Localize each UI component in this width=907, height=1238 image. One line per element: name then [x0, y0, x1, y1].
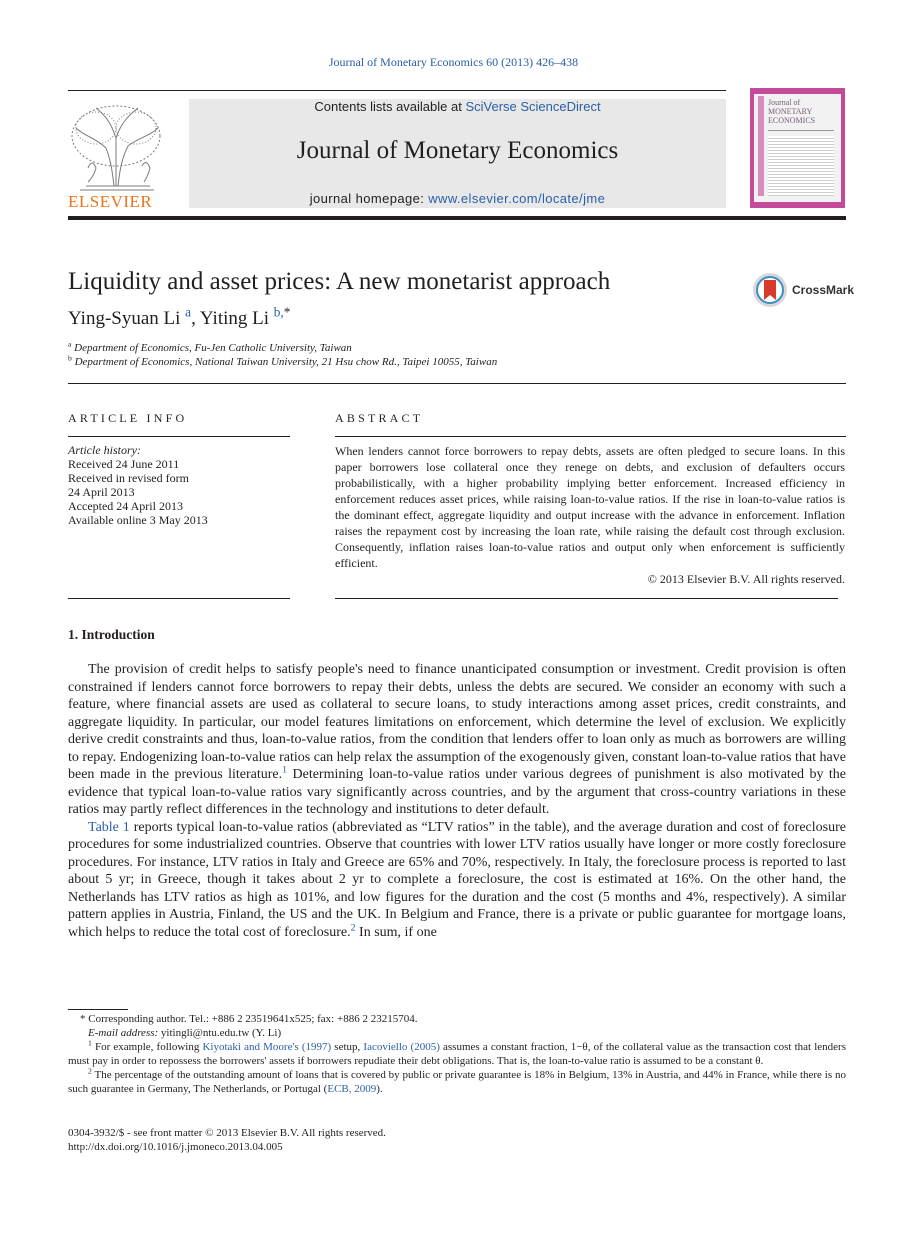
issn-line: 0304-3932/$ - see front matter © 2013 Elsevier B.V. All rights reserved. — [68, 1127, 386, 1139]
journal-homepage — [189, 191, 726, 206]
contents-line — [189, 99, 726, 114]
author-2: Yiting Li — [199, 308, 270, 329]
abstract-bottom-rule — [335, 598, 838, 599]
affiliation-b — [68, 353, 498, 368]
abstract-heading: ABSTRACT — [335, 411, 424, 425]
affil-a-text: Department of Economics, Fu-Jen Catholic University, Taiwan — [71, 342, 352, 354]
cover-line — [768, 130, 834, 131]
journal-title: Journal of Monetary Economics — [296, 137, 619, 164]
article-info-bottom-rule — [68, 598, 290, 599]
affil-b-text: Department of Economics, National Taiwan University, 21 Hsu chow Rd., Taipei 10055, Taiwan — [71, 356, 498, 368]
star-mark: * — [80, 1013, 86, 1025]
cover-stripe — [758, 96, 764, 196]
history-line: Available online 3 May 2013 — [68, 513, 208, 527]
paragraph-2 — [68, 819, 846, 942]
history-label: Article history: — [68, 443, 141, 457]
corresponding-text: Corresponding author. Tel.: +886 2 23519641x525; fax: +886 2 23215704. — [85, 1013, 418, 1025]
table-1-link[interactable]: Table 1 — [88, 819, 130, 835]
article-title: Liquidity and asset prices: A new monetarist approach — [68, 268, 611, 295]
section-body — [68, 661, 846, 941]
top-divider — [68, 90, 726, 91]
crossmark-icon — [752, 272, 788, 308]
abstract-body — [335, 443, 845, 587]
fn2-mark: 2 — [88, 1066, 92, 1076]
email-address[interactable]: yitingli@ntu.edu.tw (Y. Li) — [158, 1027, 282, 1039]
article-info-top-rule — [68, 436, 290, 437]
article-history — [68, 443, 290, 527]
crossmark-label: CrossMark — [792, 283, 855, 297]
history-line: Accepted 24 April 2013 — [68, 499, 183, 513]
section-heading: 1. Introduction — [68, 627, 155, 642]
history-line: Received in revised form — [68, 471, 189, 485]
cover-contents — [768, 136, 834, 196]
crossmark-badge[interactable] — [752, 272, 855, 310]
abstract-text: When lenders cannot force borrowers to repay debts, assets are often pledged to secure loans. In this paper borrowers lose collateral once they renege on debts, and exclusion of defaulters occurs probabilistically, with a higher probability implying better enforcement. Increased efficiency in enforcement reduces asset prices, while raising loan-to-value ratios. If the rise in loan-to-value ratios is the dominant effect, aggregate liquidity and output increase with the advance in enforcement. Inflation raises the repayment cost by increasing the loan rate, while raising the default cost through exclusion. Consequently, inflation raises loan-to-value ratios and output only when enforcement is sufficiently efficient. — [335, 444, 845, 570]
p2-text-a: reports typical loan-to-value ratios (abbreviated as “LTV ratios” in the table), and the average duration and cost of foreclosure procedures for some industrialized countries. Observe that countries with lower LTV ratios usually have longer or more costly foreclosure procedures. For instance, LTV ratios in Italy and Greece are 65% and 70%, respectively. In Italy, the foreclosure process is reported to last about 5 yr; in Greece, though it takes about 2 yr to complete a foreclosure, the cost is estimated at 16%. On the other hand, the Netherlands has LTV ratios as high as 101%, and low figures for the duration and the cost (5 months and 4%, respectively). A similar pattern applies in Austria, Finland, the US and the UK. In Belgium and France, there is a private or public guarantee for mortgage loans, which helps to reduce the total cost of foreclosure. — [68, 819, 846, 940]
author-2-affil-mark[interactable]: b, — [273, 304, 284, 320]
masthead-rule — [68, 216, 846, 220]
journal-citation[interactable]: Journal of Monetary Economics 60 (2013) 426–438 — [328, 55, 579, 69]
abstract-copyright: © 2013 Elsevier B.V. All rights reserved. — [647, 572, 845, 586]
cover-title: Journal of MONETARY ECONOMICS — [768, 98, 816, 125]
ecb-link[interactable]: ECB, 2009 — [327, 1083, 377, 1095]
affil-b-mark: b — [68, 353, 72, 363]
history-line: 24 April 2013 — [68, 485, 135, 499]
publisher-name: ELSEVIER — [68, 192, 153, 211]
fn1-text-b: setup, — [331, 1041, 364, 1053]
footnote-rule — [68, 1009, 128, 1010]
sciencedirect-link[interactable]: SciVerse ScienceDirect — [465, 99, 601, 114]
p2-text-b: In sum, if one — [355, 924, 437, 940]
fn1-text-a: For example, following — [91, 1041, 203, 1053]
abstract-top-rule — [335, 436, 846, 437]
kiyotaki-moore-link[interactable]: Kiyotaki and Moore's (1997) — [202, 1041, 332, 1053]
corresponding-note — [68, 1012, 846, 1026]
email-label: E-mail address: — [88, 1027, 159, 1039]
cover-page — [754, 94, 841, 202]
footnote-2 — [68, 1068, 846, 1096]
elsevier-logo — [66, 98, 168, 210]
title-divider — [68, 383, 846, 384]
fn2-text-a: The percentage of the outstanding amount of loans that is covered by public or private guarantee is 18% in Belgium, 13% in Austria, and 44% in France, while there is no such guarantee in Germany, The Netherlands, or Portugal ( — [68, 1069, 846, 1095]
fn1-text-c: assumes a constant fraction, 1−θ, of the collateral value as the transaction cost that lenders must pay in order to repossess the borrowers' assets if borrowers repudiate their debt obligations. That is, the loan-to-value ratio is assumed to be a constant θ. — [68, 1041, 846, 1067]
p1-text-b: Determining loan-to-value ratios under various degrees of punishment is also motivated by the evidence that typical loan-to-value ratios vary significantly across countries, and by the argument that cross-country variations in these ratios may partly reflect differences in the technology and institutions to deter default. — [68, 767, 847, 817]
history-line: Received 24 June 2011 — [68, 457, 180, 471]
footnote-ref-1[interactable]: 1 — [282, 764, 288, 776]
front-matter-info — [68, 1126, 386, 1154]
corresponding-mark[interactable]: * — [283, 304, 291, 320]
contents-prefix: Contents lists available at — [314, 99, 466, 114]
iacoviello-link[interactable]: Iacoviello (2005) — [363, 1041, 440, 1053]
homepage-prefix: journal homepage: — [309, 191, 429, 206]
author-1-affil-mark[interactable]: a — [185, 304, 192, 320]
email-note — [68, 1026, 846, 1040]
doi-link[interactable]: http://dx.doi.org/10.1016/j.jmoneco.2013.04.005 — [68, 1141, 283, 1153]
affiliation-a — [68, 339, 352, 354]
fn2-text-b: ). — [376, 1083, 383, 1095]
fn1-mark: 1 — [88, 1038, 92, 1048]
author-1: Ying-Syuan Li — [68, 308, 181, 329]
journal-cover — [750, 88, 845, 208]
footnotes — [68, 1012, 846, 1096]
footnote-1 — [68, 1040, 846, 1068]
article-info-heading: ARTICLE INFO — [68, 411, 188, 425]
footnote-ref-2[interactable]: 2 — [350, 921, 356, 933]
paragraph-1 — [68, 661, 846, 819]
affil-a-mark: a — [68, 339, 72, 349]
author-separator: , — [191, 308, 200, 329]
p1-text-a: The provision of credit helps to satisfy people's need to finance unanticipated consumption or investment. Credit provision is often constrained if lenders cannot force borrowers to repay their debts, unless the debts are secured. We consider an economy with such a feature, where financial assets are used as collateral to secure loans, to study interactions among asset prices, credit constraints, and aggregate liquidity. In particular, our model features limitations on enforcement, which determine the level of exclusion. We explicitly derive credit constraints and thus, loan-to-value ratios, from the condition that lenders offer to loan only as much as borrowers are willing to repay. Endogenizing loan-to-value ratios can help relax the assumption of the exogenously given, constant loan-to-value ratios that have been made in the previous literature. — [68, 662, 846, 782]
homepage-link[interactable]: www.elsevier.com/locate/jme — [428, 191, 606, 206]
author-list — [68, 304, 291, 330]
